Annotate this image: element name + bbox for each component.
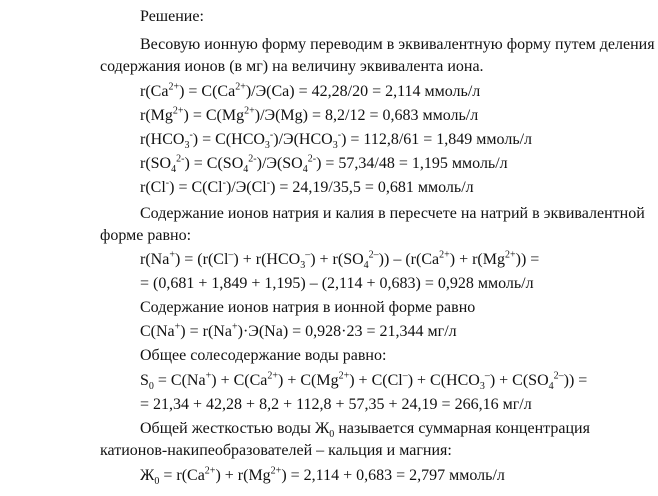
formula-r-na: $r(Na^+) = (r(Cl^-) + r(HCO_3^-) + r(SO_4^{2-})) - (r(Ca^{2+}) + r(Mg^{2+}))$ =: [140, 249, 540, 272]
sodium-ion-text: Содержание ионов натрия в ионной форме равно: [140, 299, 476, 316]
formula-zh0: $Ж_0 = r(Ca^{2+}) + r(Mg^{2+}) = 2,114 + 0,683 = 2,797$ ммоль/л: [140, 465, 505, 488]
formula-s0: $S_0 = C(Na^+) + C(Ca^{2+}) + C(Mg^{2+}) + C(Cl^-) + C(HCO_3^-) + C(SO_4^{2-})$) =: [140, 370, 588, 393]
solution-heading: Решение:: [140, 8, 204, 25]
formula-hco3: $r(HCO_3^-) = C(HCO_3^-)/Э(HCO_3^-) = 112,8/61 = 1,849$ ммоль/л: [140, 129, 533, 152]
formula-s0-calc: = 21,34 + 42,28 + 8,2 + 112,8 + 57,35 + 24,19 = 266,16 мг/л: [140, 396, 532, 413]
intro-line-2: содержания ионов (в мг) на величину эквивалента иона.: [100, 58, 484, 75]
hardness-line-2: катионов-накипеобразователей – кальция и магния:: [100, 442, 452, 459]
formula-mg: $r(Mg^{2+}) = C(Mg^{2+})/Э(Mg) = 8,2/12 = 0,683$ ммоль/л: [140, 105, 479, 124]
formula-so4: $r(SO_4^{2-}) = C(SO_4^{2-})/Э(SO_4^{2-}) = 57,34/48 = 1,195$ ммоль/л: [140, 153, 508, 176]
sodium-intro-line-1: Содержание ионов натрия и калия в пересчете на натрий в эквивалентной: [140, 205, 645, 222]
formula-c-na: C(Na+) = r(Na+)·Э(Na) = 0,928·23 = 21,344 мг/л: [140, 321, 457, 340]
formula-cl: r(Cl-) = C(Cl-)/Э(Cl-) = 24,19/35,5 = 0,681 ммоль/л: [140, 177, 474, 196]
hardness-line-1: Общей жесткостью воды $Ж_0$ называется суммарная концентрация: [140, 420, 590, 441]
formula-r-na-calc: = (0,681 + 1,849 + 1,195) – (2,114 + 0,683) = 0,928 ммоль/л: [140, 275, 534, 292]
salt-content-text: Общее солесодержание воды равно:: [140, 347, 387, 364]
sodium-intro-line-2: форме равно:: [100, 227, 192, 244]
formula-ca: $r(Ca^{2+}) = C(Ca^{2+})/Э(Ca) = 42,28/20 = 2,114$ ммоль/л: [140, 81, 481, 100]
intro-line-1: Весовую ионную форму переводим в эквивалентную форму путем деления: [140, 36, 655, 53]
